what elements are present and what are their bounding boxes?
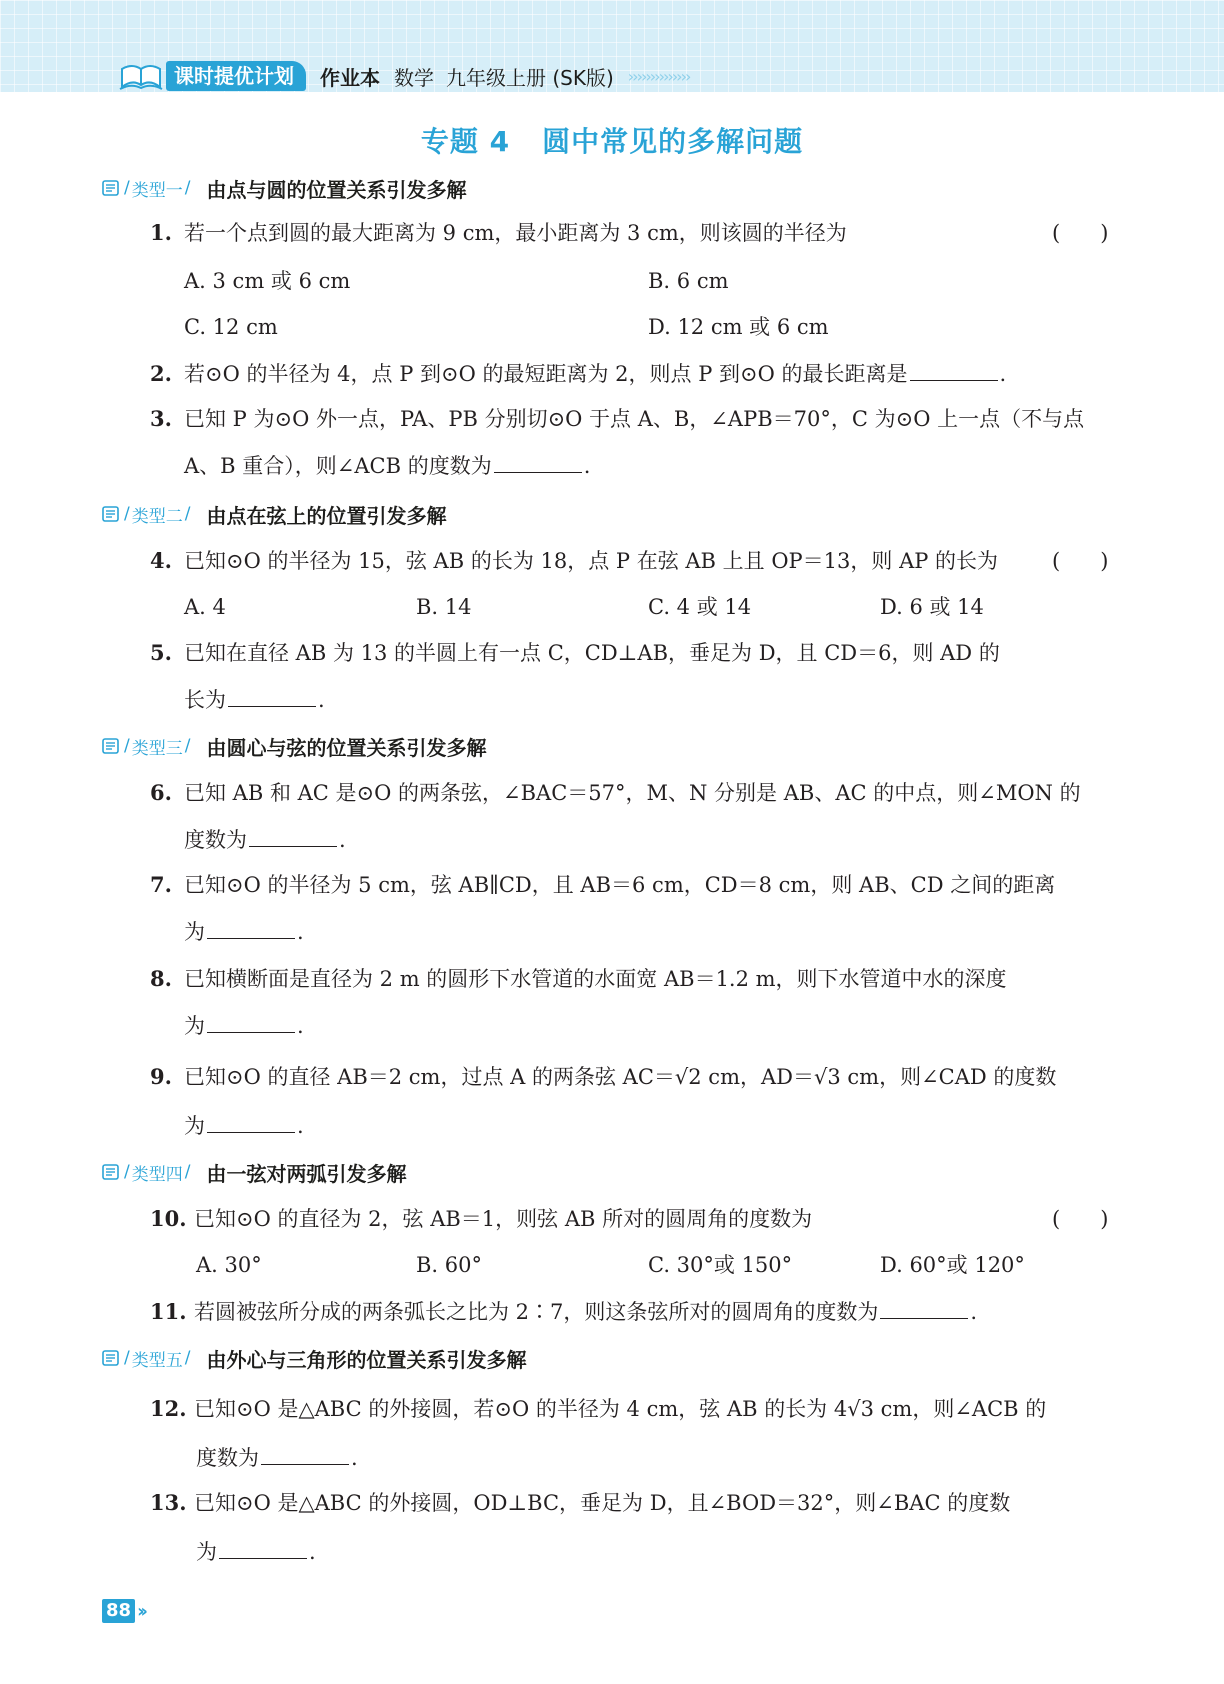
question-end: . xyxy=(999,362,1007,386)
section-title: 由外心与三角形的位置关系引发多解 xyxy=(206,1347,527,1372)
section-tag: / 类型三 / xyxy=(102,734,192,759)
section-title: 由一弦对两弧引发多解 xyxy=(206,1161,407,1186)
question-number: 10. xyxy=(150,1206,187,1231)
question-text: 长为 xyxy=(184,688,226,712)
section-5-header xyxy=(102,1344,526,1372)
question-number: 11. xyxy=(150,1299,187,1324)
answer-blank[interactable] xyxy=(207,916,295,939)
section-2-header xyxy=(102,500,446,528)
answer-blank[interactable] xyxy=(228,684,316,707)
answer-paren[interactable]: ( ) xyxy=(1052,549,1109,573)
section-tag-label: 类型四 xyxy=(131,1164,183,1185)
option-a: A. 3 cm 或 6 cm xyxy=(184,269,351,293)
question-text: 为 xyxy=(184,1014,205,1038)
question-text: 为 xyxy=(196,1540,217,1564)
question-text: 已知⊙O 的半径为 5 cm，弦 AB∥CD，且 AB＝6 cm，CD＝8 cm，则 AB、CD 之间的距离 xyxy=(184,873,1056,897)
question-2 xyxy=(150,358,1006,389)
option-d: D. 60°或 120° xyxy=(880,1253,1025,1277)
option-d: D. 6 或 14 xyxy=(880,595,984,619)
question-4 xyxy=(150,546,998,576)
question-8 xyxy=(150,964,1007,994)
open-book-icon xyxy=(118,61,164,91)
question-end: . xyxy=(970,1300,978,1324)
question-text: 为 xyxy=(184,1114,205,1138)
option-c: C. 12 cm xyxy=(184,315,278,339)
list-icon xyxy=(102,1163,120,1181)
option-b: B. 6 cm xyxy=(648,269,729,293)
question-number: 4. xyxy=(150,548,172,573)
question-number: 8. xyxy=(150,966,172,991)
section-title: 由点与圆的位置关系引发多解 xyxy=(206,177,467,202)
answer-blank[interactable] xyxy=(207,1010,295,1033)
page-number xyxy=(102,1598,144,1624)
answer-blank[interactable] xyxy=(494,450,582,473)
question-12 xyxy=(150,1394,1046,1424)
option-c: C. 4 或 14 xyxy=(648,595,752,619)
question-text: 已知⊙O 是△ABC 的外接圆，OD⊥BC，垂足为 D，且∠BOD＝32°，则∠BAC 的度数 xyxy=(194,1491,1011,1515)
question-7-cont xyxy=(184,916,304,947)
section-tag-label: 类型一 xyxy=(131,180,183,201)
question-6 xyxy=(150,778,1081,808)
question-number: 13. xyxy=(150,1490,187,1515)
question-text: 已知⊙O 的直径 AB＝2 cm，过点 A 的两条弦 AC＝√2 cm，AD＝√3 cm，则∠CAD 的度数 xyxy=(184,1065,1057,1089)
title-topic-number: 专题 4 xyxy=(420,125,511,158)
option-c: C. 30°或 150° xyxy=(648,1253,793,1277)
header-arrows: ›››››››››››››› xyxy=(627,66,690,86)
question-10 xyxy=(150,1204,812,1234)
list-icon xyxy=(102,179,120,197)
brand-label: 课时提优计划 xyxy=(166,61,306,91)
book-type: 作业本 xyxy=(320,65,380,90)
answer-blank[interactable] xyxy=(910,358,998,381)
question-text: 已知在直径 AB 为 13 的半圆上有一点 C，CD⊥AB，垂足为 D，且 CD＝6，则 AD 的 xyxy=(184,641,1000,665)
question-text: 已知⊙O 的直径为 2，弦 AB＝1，则弦 AB 所对的圆周角的度数为 xyxy=(194,1207,813,1231)
question-text: 若⊙O 的半径为 4，点 P 到⊙O 的最短距离为 2，则点 P 到⊙O 的最长距离是 xyxy=(184,362,908,386)
question-3-cont xyxy=(184,450,590,481)
question-end: . xyxy=(351,1446,358,1470)
section-tag: / 类型四 / xyxy=(102,1160,192,1185)
question-text: 已知 P 为⊙O 外一点，PA、PB 分别切⊙O 于点 A、B，∠APB＝70°，C 为⊙O 上一点（不与点 xyxy=(184,407,1085,431)
answer-blank[interactable] xyxy=(261,1442,349,1465)
question-end: . xyxy=(318,688,325,712)
section-tag-label: 类型二 xyxy=(131,506,183,527)
option-b: B. 60° xyxy=(416,1253,483,1277)
question-3 xyxy=(150,404,1084,434)
section-tag: / 类型五 / xyxy=(102,1346,192,1371)
list-icon xyxy=(102,505,120,523)
section-title: 由点在弦上的位置引发多解 xyxy=(206,503,447,528)
question-end: . xyxy=(309,1540,316,1564)
question-end: . xyxy=(297,1114,304,1138)
question-text: 已知横断面是直径为 2 m 的圆形下水管道的水面宽 AB＝1.2 m，则下水管道中水的深度 xyxy=(184,967,1007,991)
section-4-header xyxy=(102,1158,406,1186)
answer-paren[interactable]: ( ) xyxy=(1052,1207,1109,1231)
question-end: . xyxy=(339,828,346,852)
section-title: 由圆心与弦的位置关系引发多解 xyxy=(206,735,487,760)
question-9-cont xyxy=(184,1110,304,1141)
answer-blank[interactable] xyxy=(219,1536,307,1559)
section-tag: / 类型一 / xyxy=(102,176,192,201)
question-number: 5. xyxy=(150,640,172,665)
question-end: . xyxy=(297,1014,304,1038)
grade-edition: 九年级上册 (SK版) xyxy=(446,65,614,90)
option-b: B. 14 xyxy=(416,595,472,619)
question-text: 已知⊙O 的半径为 15，弦 AB 的长为 18，点 P 在弦 AB 上且 OP＝13，则 AP 的长为 xyxy=(184,549,999,573)
question-number: 6. xyxy=(150,780,172,805)
question-end: . xyxy=(583,454,591,478)
question-5 xyxy=(150,638,1000,668)
question-text: A、B 重合），则∠ACB 的度数为 xyxy=(184,454,492,478)
question-9 xyxy=(150,1062,1056,1092)
question-text: 若一个点到圆的最大距离为 9 cm，最小距离为 3 cm，则该圆的半径为 xyxy=(184,221,847,245)
question-1 xyxy=(150,218,847,248)
chevron-right-icon: ›› xyxy=(137,1600,144,1622)
answer-blank[interactable] xyxy=(207,1110,295,1133)
section-3-header xyxy=(102,732,486,760)
question-number: 1. xyxy=(150,220,172,245)
section-tag: / 类型二 / xyxy=(102,502,192,527)
section-1-header xyxy=(102,174,466,202)
question-text: 若圆被弦所分成的两条弧长之比为 2∶7，则这条弦所对的圆周角的度数为 xyxy=(194,1300,879,1324)
page-number-label: 88 xyxy=(102,1599,135,1623)
header-bar xyxy=(118,60,689,92)
list-icon xyxy=(102,1349,120,1367)
subject: 数学 xyxy=(394,65,434,90)
page-title xyxy=(0,120,1224,160)
question-number: 3. xyxy=(150,406,172,431)
question-end: . xyxy=(297,920,304,944)
question-6-cont xyxy=(184,824,346,855)
question-8-cont xyxy=(184,1010,304,1041)
question-5-cont xyxy=(184,684,325,715)
question-text: 已知 AB 和 AC 是⊙O 的两条弦，∠BAC＝57°，M、N 分别是 AB、AC 的中点，则∠MON 的 xyxy=(184,781,1081,805)
question-13-cont xyxy=(196,1536,316,1567)
answer-paren[interactable]: ( ) xyxy=(1052,221,1109,245)
section-tag-label: 类型五 xyxy=(131,1350,183,1371)
question-13 xyxy=(150,1488,1010,1518)
question-text: 度数为 xyxy=(184,828,247,852)
question-12-cont xyxy=(196,1442,358,1473)
answer-blank[interactable] xyxy=(249,824,337,847)
answer-blank[interactable] xyxy=(880,1296,968,1319)
question-number: 9. xyxy=(150,1064,172,1089)
question-text: 已知⊙O 是△ABC 的外接圆，若⊙O 的半径为 4 cm，弦 AB 的长为 4√3 cm，则∠ACB 的 xyxy=(194,1397,1047,1421)
section-tag-label: 类型三 xyxy=(131,738,183,759)
question-11 xyxy=(150,1296,977,1327)
question-text: 度数为 xyxy=(196,1446,259,1470)
question-number: 12. xyxy=(150,1396,187,1421)
option-a: A. 4 xyxy=(184,595,226,619)
question-text: 为 xyxy=(184,920,205,944)
list-icon xyxy=(102,737,120,755)
option-d: D. 12 cm 或 6 cm xyxy=(648,315,829,339)
question-number: 2. xyxy=(150,361,172,386)
question-number: 7. xyxy=(150,872,172,897)
page-header xyxy=(0,0,1224,92)
question-7 xyxy=(150,870,1055,900)
option-a: A. 30° xyxy=(196,1253,262,1277)
title-topic-name: 圆中常见的多解问题 xyxy=(542,125,804,158)
